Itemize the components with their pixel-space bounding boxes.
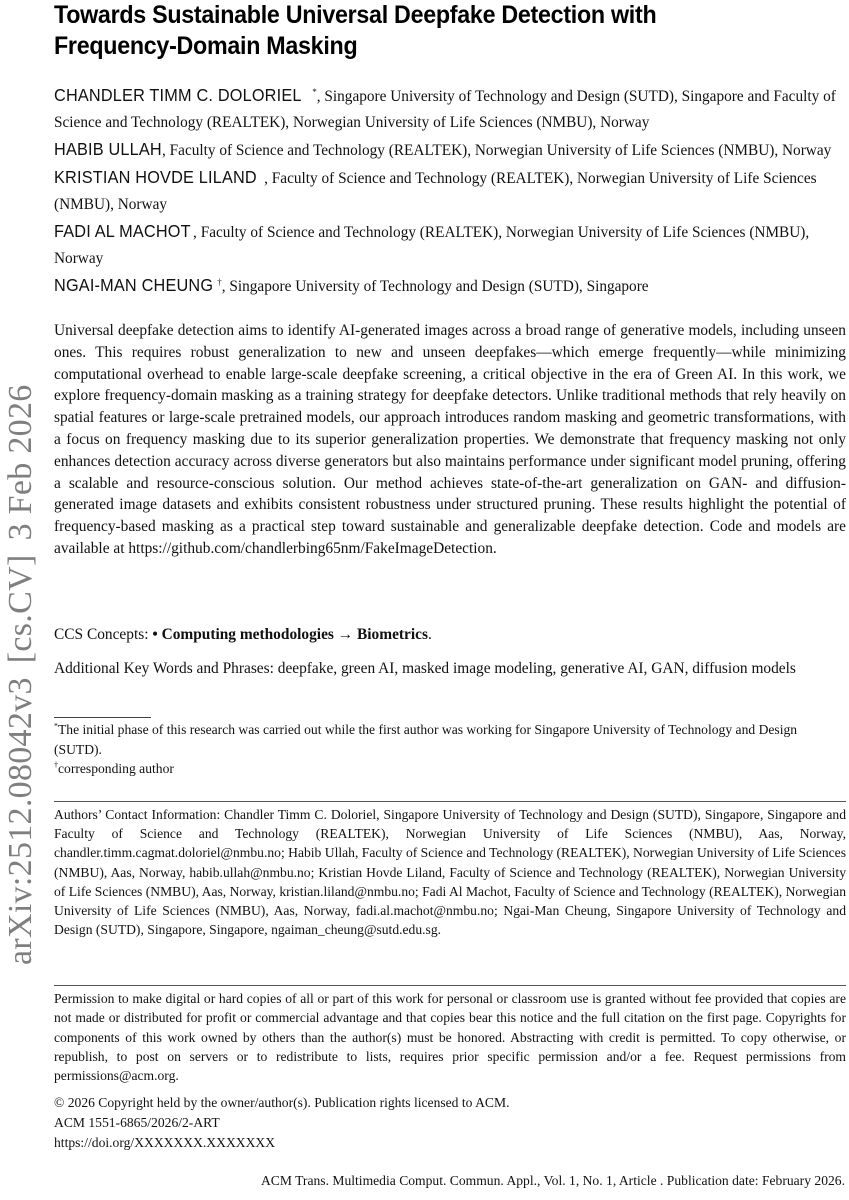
doi-link[interactable]: https://doi.org/XXXXXXX.XXXXXXX [54,1135,276,1150]
footnote-mark: * [54,721,58,731]
author-mark: † [217,276,222,287]
copyright-line: © 2026 Copyright held by the owner/author(s). Publication rights licensed to ACM. [54,1095,510,1110]
author-affiliation: , Faculty of Science and Technology (REALTEK), Norwegian University of Life Sciences (NMBU), Norway [54,170,817,213]
ccs-bullet: • [152,626,158,643]
author-affiliation: , Singapore University of Technology and Design (SUTD), Singapore and Faculty of Science and Technology (REALTEK), Norwegian University of Life Sciences (NMBU), Norway [54,88,836,131]
paper-title [54,0,789,62]
author-entry [54,136,846,164]
ccs-end: . [427,626,432,643]
author-affiliation: , Faculty of Science and Technology (REALTEK), Norwegian University of Life Sciences (NMBU), Norway [54,224,810,267]
author-affiliation: , Faculty of Science and Technology (REALTEK), Norwegian University of Life Sciences (NMBU), Norway [162,142,832,159]
author-entry [54,272,846,300]
author-affiliation: , Singapore University of Technology and Design (SUTD), Singapore [221,278,649,295]
title-line-2: Frequency-Domain Masking [54,32,358,60]
footnote [54,759,846,779]
ccs-concept: Computing methodologies [161,626,334,643]
footnotes [54,720,846,779]
ccs-concepts [54,624,846,646]
footnote-text: The initial phase of this research was carried out while the first author was working for Singapore University of Technology and Design (SUTD). [54,722,798,757]
keywords-text: deepfake, green AI, masked image modeling, generative AI, GAN, diffusion models [277,660,796,677]
keywords-label: Additional Key Words and Phrases: [54,660,278,677]
author-name: HABIB ULLAH [54,139,162,159]
ccs-label: CCS Concepts: [54,626,153,643]
author-name: NGAI-MAN CHEUNG [54,275,214,295]
title-line-1: Towards Sustainable Universal Deepfake Detection with [54,1,657,29]
arrow-right-icon: → [337,626,354,643]
arxiv-stamp [4,370,38,965]
keywords [54,658,846,680]
author-name: FADI AL MACHOT [54,221,191,241]
authors-contact-info: Authors’ Contact Information: Chandler Timm C. Doloriel, Singapore University of Technology and Design (SUTD), Singapore, Singapore and Faculty of Science and Technology (REALTEK), Norwegian University of Life Sciences (NMBU), Aas, Norway, chandler.timm.cagmat.doloriel@nmbu.no; Habib Ullah, Faculty of Science and Technology (REALTEK), Norwegian University of Life Sciences (NMBU), Aas, Norway, habib.ullah@nmbu.no; Kristian Hovde Liland, Faculty of Science and Technology (REALTEK), Norwegian University of Life Sciences (NMBU), Aas, Norway, kristian.liland@nmbu.no; Fadi Al Machot, Faculty of Science and Technology (REALTEK), Norwegian University of Life Sciences (NMBU), Aas, Norway, fadi.al.machot@nmbu.no; Ngai-Man Cheung, Singapore University of Technology and Design (SUTD), Singapore, Singapore, ngaiman_cheung@sutd.edu.sg. [54,807,846,938]
running-footer: ACM Trans. Multimedia Comput. Commun. Appl., Vol. 1, No. 1, Article . Publication date: February 2026. [260,1173,845,1188]
permission-rule [54,985,846,986]
permission-notice: Permission to make digital or hard copies of all or part of this work for personal or classroom use is granted without fee provided that copies are not made or distributed for profit or commercial advantage and that copies bear this notice and the full citation on the first page. Copyrights for components of this work owned by others than the author(s) must be honored. Abstracting with credit is permitted. To copy otherwise, or republish, to post on servers or to redistribute to lists, requires prior specific permission and/or a fee. Request permissions from permissions@acm.org. [54,991,846,1084]
acm-id: ACM 1551-6865/2026/2-ART [54,1115,220,1130]
arxiv-category: [cs.CV] [2,554,39,664]
author-entry [54,164,846,218]
author-entry [54,218,846,272]
author-list [54,82,846,300]
footnote-rule [54,717,151,718]
ccs-subconcept: Biometrics [357,626,428,643]
author-name: CHANDLER TIMM C. DOLORIEL [54,85,302,105]
contact-rule [54,801,846,802]
author-entry [54,82,846,136]
footnote [54,720,846,759]
abstract: Universal deepfake detection aims to identify AI-generated images across a broad range of generative models, including unseen ones. This requires robust generalization to new and unseen deepfakes—which emerge frequently—while minimizing computational overhead to enable large-scale deepfake screening, a critical objective in the era of Green AI. In this work, we explore frequency-domain masking as a training strategy for deepfake detectors. Unlike traditional methods that rely heavily on spatial features or large-scale pretrained models, our approach introduces random masking and geometric transformations, with a focus on frequency masking due to its superior generalization properties. We demonstrate that frequency masking not only enhances detection accuracy across diverse generators but also maintains performance under significant model pruning, offering a scalable and resource-conscious solution. Our method achieves state-of-the-art generalization on GAN- and diffusion-generated image datasets and exhibits consistent robustness under structured pruning. These results highlight the potential of frequency-based masking as a practical step toward sustainable and generalizable deepfake detection. Code and models are available at https://github.com/chandlerbing65nm/FakeImageDetection. [54,322,846,557]
arxiv-id: arXiv:2512.08042v3 [2,677,39,965]
footnote-mark: † [54,760,58,770]
footnote-text: corresponding author [58,761,174,776]
author-mark: * [312,86,317,97]
publication-meta [54,1093,846,1153]
author-name: KRISTIAN HOVDE LILAND [54,167,257,187]
arxiv-date: 3 Feb 2026 [2,384,39,541]
